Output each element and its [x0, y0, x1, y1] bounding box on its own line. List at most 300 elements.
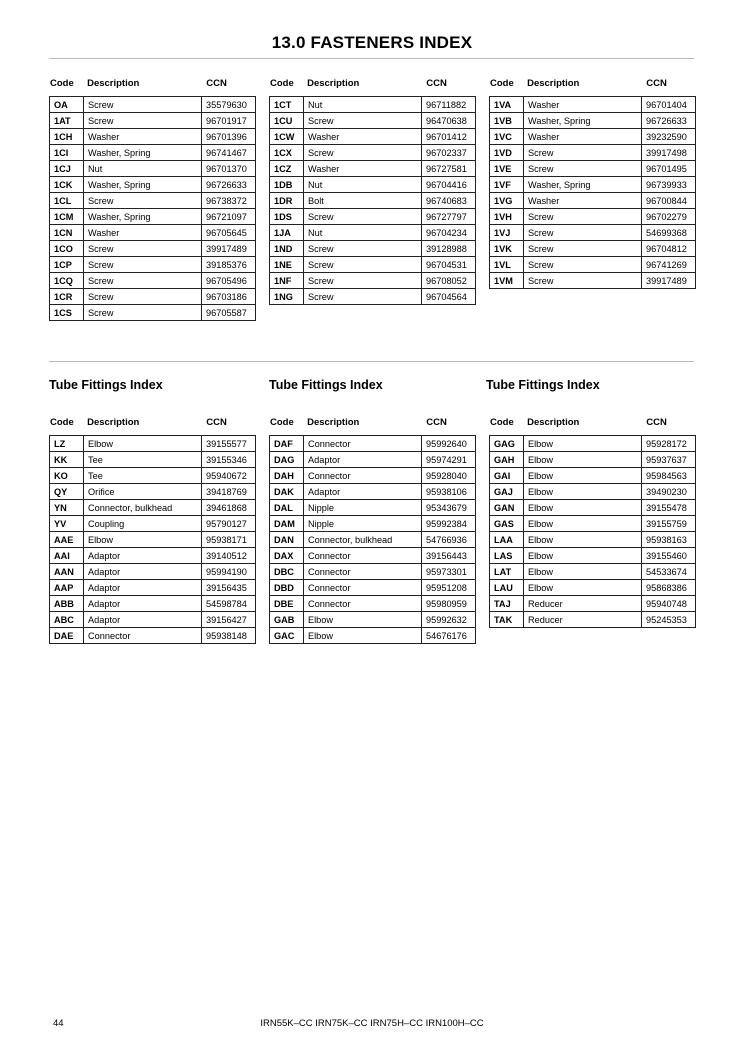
- description-cell: Tee: [84, 468, 202, 484]
- table-row: [270, 564, 476, 580]
- column-header: [269, 75, 475, 91]
- code-cell: 1VH: [490, 209, 524, 225]
- ccn-cell: 95992640: [422, 436, 476, 452]
- table-row: [270, 612, 476, 628]
- page-title: 13.0 FASTENERS INDEX: [271, 33, 473, 52]
- table-row: [50, 580, 256, 596]
- code-cell: 1CK: [50, 177, 84, 193]
- code-cell: 1CX: [270, 145, 304, 161]
- ccn-cell: 96704812: [642, 241, 696, 257]
- description-cell: Nut: [304, 177, 422, 193]
- table-row: [50, 516, 256, 532]
- code-cell: YN: [50, 500, 84, 516]
- ccn-cell: 96702337: [422, 145, 476, 161]
- code-cell: 1VE: [490, 161, 524, 177]
- description-cell: Screw: [304, 113, 422, 129]
- tube-fittings-title: Tube Fittings Index: [269, 378, 383, 392]
- code-cell: DBE: [270, 596, 304, 612]
- code-cell: 1CH: [50, 129, 84, 145]
- table-row: [50, 97, 256, 113]
- table-row: [50, 273, 256, 289]
- description-cell: Washer: [84, 225, 202, 241]
- ccn-cell: 95938163: [642, 532, 696, 548]
- section-rule: [49, 361, 694, 362]
- ccn-cell: 39156427: [202, 612, 256, 628]
- code-cell: 1CO: [50, 241, 84, 257]
- description-cell: Washer, Spring: [84, 145, 202, 161]
- ccn-cell: 95951208: [422, 580, 476, 596]
- code-cell: 1ND: [270, 241, 304, 257]
- code-cell: DAG: [270, 452, 304, 468]
- description-cell: Elbow: [524, 580, 642, 596]
- column-header: [49, 414, 255, 430]
- ccn-cell: 96726633: [642, 113, 696, 129]
- table-row: [50, 209, 256, 225]
- description-cell: Screw: [524, 145, 642, 161]
- code-cell: ABC: [50, 612, 84, 628]
- description-cell: Connector: [304, 468, 422, 484]
- code-cell: GAJ: [490, 484, 524, 500]
- ccn-cell: 39155478: [642, 500, 696, 516]
- ccn-cell: 96701412: [422, 129, 476, 145]
- code-cell: 1VD: [490, 145, 524, 161]
- table-row: [50, 241, 256, 257]
- description-cell: Washer: [524, 97, 642, 113]
- ccn-cell: 96711882: [422, 97, 476, 113]
- code-header: Code: [270, 77, 294, 89]
- table-row: [50, 113, 256, 129]
- ccn-cell: 95928040: [422, 468, 476, 484]
- ccn-cell: 95928172: [642, 436, 696, 452]
- description-cell: Screw: [524, 273, 642, 289]
- code-cell: 1VG: [490, 193, 524, 209]
- column-header: [269, 414, 475, 430]
- table-row: [270, 628, 476, 644]
- description-cell: Washer, Spring: [524, 113, 642, 129]
- table-row: [490, 516, 696, 532]
- table-row: [50, 129, 256, 145]
- table-row: [270, 97, 476, 113]
- description-cell: Screw: [84, 305, 202, 321]
- code-cell: LAT: [490, 564, 524, 580]
- code-cell: 1NF: [270, 273, 304, 289]
- description-cell: Adaptor: [84, 580, 202, 596]
- ccn-cell: 96703186: [202, 289, 256, 305]
- table-row: [270, 596, 476, 612]
- table-row: [490, 468, 696, 484]
- description-header: Description: [87, 416, 140, 428]
- table-row: [270, 257, 476, 273]
- code-cell: 1CT: [270, 97, 304, 113]
- code-header: Code: [490, 77, 514, 89]
- table-row: [490, 241, 696, 257]
- table-row: [50, 193, 256, 209]
- code-header: Code: [50, 416, 74, 428]
- ccn-cell: 39185376: [202, 257, 256, 273]
- table-row: [50, 548, 256, 564]
- description-cell: Reducer: [524, 612, 642, 628]
- ccn-cell: 96470638: [422, 113, 476, 129]
- ccn-cell: 96741467: [202, 145, 256, 161]
- description-cell: Adaptor: [304, 484, 422, 500]
- code-cell: ABB: [50, 596, 84, 612]
- description-cell: Bolt: [304, 193, 422, 209]
- description-cell: Elbow: [524, 564, 642, 580]
- column-header: [489, 75, 695, 91]
- description-cell: Elbow: [524, 516, 642, 532]
- description-cell: Screw: [304, 257, 422, 273]
- table-row: [490, 273, 696, 289]
- code-header: Code: [270, 416, 294, 428]
- description-cell: Nut: [304, 225, 422, 241]
- table-row: [490, 564, 696, 580]
- code-cell: GAB: [270, 612, 304, 628]
- description-cell: Nipple: [304, 516, 422, 532]
- description-cell: Connector: [304, 596, 422, 612]
- description-cell: Orifice: [84, 484, 202, 500]
- table-row: [490, 97, 696, 113]
- tube-fittings-column-3: [489, 414, 695, 628]
- code-cell: 1NG: [270, 289, 304, 305]
- description-cell: Screw: [84, 113, 202, 129]
- table-row: [50, 500, 256, 516]
- table-row: [490, 145, 696, 161]
- description-cell: Washer, Spring: [84, 209, 202, 225]
- description-cell: Washer: [84, 129, 202, 145]
- ccn-cell: 96701396: [202, 129, 256, 145]
- description-cell: Screw: [524, 209, 642, 225]
- table-row: [50, 452, 256, 468]
- tube-fittings-table: [489, 435, 696, 628]
- code-cell: 1VK: [490, 241, 524, 257]
- code-cell: 1AT: [50, 113, 84, 129]
- code-cell: 1VC: [490, 129, 524, 145]
- table-row: [490, 225, 696, 241]
- description-cell: Elbow: [524, 468, 642, 484]
- ccn-cell: 96701495: [642, 161, 696, 177]
- code-cell: DAK: [270, 484, 304, 500]
- ccn-cell: 95992632: [422, 612, 476, 628]
- table-row: [270, 532, 476, 548]
- ccn-cell: 96704564: [422, 289, 476, 305]
- description-cell: Elbow: [304, 612, 422, 628]
- table-row: [490, 452, 696, 468]
- ccn-cell: 39155460: [642, 548, 696, 564]
- table-row: [270, 484, 476, 500]
- table-row: [50, 628, 256, 644]
- description-cell: Elbow: [524, 484, 642, 500]
- code-cell: 1CR: [50, 289, 84, 305]
- table-row: [270, 273, 476, 289]
- code-cell: 1VF: [490, 177, 524, 193]
- ccn-cell: 96701917: [202, 113, 256, 129]
- code-cell: GAI: [490, 468, 524, 484]
- description-cell: Elbow: [524, 532, 642, 548]
- code-cell: KK: [50, 452, 84, 468]
- description-cell: Elbow: [304, 628, 422, 644]
- ccn-cell: 54533674: [642, 564, 696, 580]
- ccn-cell: 39156435: [202, 580, 256, 596]
- ccn-cell: 96705645: [202, 225, 256, 241]
- ccn-cell: 39140512: [202, 548, 256, 564]
- code-cell: 1VJ: [490, 225, 524, 241]
- table-row: [270, 516, 476, 532]
- table-row: [50, 145, 256, 161]
- description-cell: Elbow: [524, 500, 642, 516]
- table-row: [50, 305, 256, 321]
- code-cell: GAS: [490, 516, 524, 532]
- description-cell: Elbow: [524, 548, 642, 564]
- description-cell: Coupling: [84, 516, 202, 532]
- table-row: [270, 225, 476, 241]
- tube-fittings-title: Tube Fittings Index: [49, 378, 163, 392]
- fasteners-table: [269, 96, 476, 305]
- code-cell: 1CM: [50, 209, 84, 225]
- ccn-cell: 96700844: [642, 193, 696, 209]
- code-cell: DAL: [270, 500, 304, 516]
- ccn-cell: 96740683: [422, 193, 476, 209]
- table-row: [270, 580, 476, 596]
- code-cell: AAN: [50, 564, 84, 580]
- code-cell: 1CL: [50, 193, 84, 209]
- ccn-cell: 96705587: [202, 305, 256, 321]
- description-cell: Screw: [84, 273, 202, 289]
- ccn-cell: 39461868: [202, 500, 256, 516]
- ccn-cell: 54766936: [422, 532, 476, 548]
- ccn-cell: 95938171: [202, 532, 256, 548]
- ccn-cell: 95938106: [422, 484, 476, 500]
- code-cell: LZ: [50, 436, 84, 452]
- ccn-cell: 96702279: [642, 209, 696, 225]
- code-cell: 1CJ: [50, 161, 84, 177]
- code-cell: DAM: [270, 516, 304, 532]
- ccn-cell: 96727797: [422, 209, 476, 225]
- ccn-cell: 39155759: [642, 516, 696, 532]
- ccn-cell: 39917498: [642, 145, 696, 161]
- description-cell: Screw: [304, 209, 422, 225]
- table-row: [270, 548, 476, 564]
- ccn-cell: 39155577: [202, 436, 256, 452]
- ccn-cell: 95940672: [202, 468, 256, 484]
- table-row: [50, 225, 256, 241]
- table-row: [270, 209, 476, 225]
- ccn-cell: 95984563: [642, 468, 696, 484]
- table-row: [270, 452, 476, 468]
- ccn-cell: 95940748: [642, 596, 696, 612]
- code-cell: 1CW: [270, 129, 304, 145]
- description-cell: Elbow: [84, 436, 202, 452]
- code-cell: DBC: [270, 564, 304, 580]
- ccn-cell: 39917489: [642, 273, 696, 289]
- table-row: [50, 468, 256, 484]
- ccn-cell: 39418769: [202, 484, 256, 500]
- description-cell: Adaptor: [84, 548, 202, 564]
- table-row: [50, 161, 256, 177]
- code-cell: LAS: [490, 548, 524, 564]
- table-row: [490, 177, 696, 193]
- description-cell: Connector: [84, 628, 202, 644]
- ccn-cell: 39917489: [202, 241, 256, 257]
- description-cell: Washer, Spring: [524, 177, 642, 193]
- description-cell: Screw: [304, 241, 422, 257]
- code-cell: GAN: [490, 500, 524, 516]
- fasteners-column-3: [489, 75, 695, 289]
- code-cell: AAE: [50, 532, 84, 548]
- table-row: [270, 436, 476, 452]
- table-row: [270, 177, 476, 193]
- description-header: Description: [307, 416, 360, 428]
- code-cell: QY: [50, 484, 84, 500]
- fasteners-column-2: [269, 75, 475, 305]
- ccn-cell: 39155346: [202, 452, 256, 468]
- description-cell: Adaptor: [84, 564, 202, 580]
- tube-fittings-title: Tube Fittings Index: [486, 378, 600, 392]
- model-list: IRN55K–CC IRN75K–CC IRN75H–CC IRN100H–CC: [260, 1018, 484, 1029]
- description-cell: Adaptor: [84, 612, 202, 628]
- code-cell: DAX: [270, 548, 304, 564]
- code-cell: TAK: [490, 612, 524, 628]
- ccn-cell: 96705496: [202, 273, 256, 289]
- description-cell: Screw: [304, 145, 422, 161]
- description-cell: Washer, Spring: [84, 177, 202, 193]
- ccn-cell: 96738372: [202, 193, 256, 209]
- table-row: [50, 564, 256, 580]
- description-cell: Screw: [84, 193, 202, 209]
- ccn-cell: 95992384: [422, 516, 476, 532]
- ccn-header: CCN: [426, 77, 447, 89]
- ccn-cell: 95343679: [422, 500, 476, 516]
- table-row: [490, 209, 696, 225]
- code-header: Code: [490, 416, 514, 428]
- description-cell: Adaptor: [84, 596, 202, 612]
- code-cell: 1CQ: [50, 273, 84, 289]
- description-cell: Connector: [304, 564, 422, 580]
- table-row: [270, 145, 476, 161]
- code-cell: AAI: [50, 548, 84, 564]
- ccn-cell: 96727581: [422, 161, 476, 177]
- table-row: [490, 113, 696, 129]
- table-row: [50, 436, 256, 452]
- ccn-cell: 39490230: [642, 484, 696, 500]
- description-header: Description: [527, 77, 580, 89]
- ccn-cell: 95937637: [642, 452, 696, 468]
- code-cell: YV: [50, 516, 84, 532]
- ccn-cell: 39232590: [642, 129, 696, 145]
- description-cell: Connector, bulkhead: [304, 532, 422, 548]
- code-cell: AAP: [50, 580, 84, 596]
- description-cell: Screw: [524, 257, 642, 273]
- tube-fittings-table: [49, 435, 256, 644]
- ccn-header: CCN: [206, 77, 227, 89]
- ccn-cell: 95980959: [422, 596, 476, 612]
- table-row: [270, 289, 476, 305]
- ccn-cell: 95974291: [422, 452, 476, 468]
- code-cell: 1DS: [270, 209, 304, 225]
- code-cell: LAU: [490, 580, 524, 596]
- description-cell: Screw: [524, 241, 642, 257]
- page-number: 44: [53, 1018, 64, 1029]
- ccn-cell: 96701404: [642, 97, 696, 113]
- code-cell: 1VL: [490, 257, 524, 273]
- description-cell: Screw: [84, 257, 202, 273]
- tube-fittings-column-2: [269, 414, 475, 644]
- code-cell: 1CP: [50, 257, 84, 273]
- column-header: [49, 75, 255, 91]
- fasteners-column-1: [49, 75, 255, 321]
- ccn-header: CCN: [206, 416, 227, 428]
- description-cell: Connector: [304, 580, 422, 596]
- ccn-cell: 95994190: [202, 564, 256, 580]
- table-row: [50, 484, 256, 500]
- table-row: [490, 484, 696, 500]
- ccn-cell: 96701370: [202, 161, 256, 177]
- code-cell: 1NE: [270, 257, 304, 273]
- description-cell: Screw: [84, 241, 202, 257]
- description-cell: Connector, bulkhead: [84, 500, 202, 516]
- description-cell: Reducer: [524, 596, 642, 612]
- ccn-cell: 96741269: [642, 257, 696, 273]
- code-cell: GAC: [270, 628, 304, 644]
- code-cell: 1DB: [270, 177, 304, 193]
- ccn-cell: 95938148: [202, 628, 256, 644]
- code-cell: GAG: [490, 436, 524, 452]
- description-cell: Elbow: [524, 436, 642, 452]
- table-row: [270, 193, 476, 209]
- ccn-cell: 35579630: [202, 97, 256, 113]
- code-cell: KO: [50, 468, 84, 484]
- description-cell: Washer: [524, 129, 642, 145]
- table-row: [490, 580, 696, 596]
- description-cell: Screw: [524, 161, 642, 177]
- description-cell: Screw: [524, 225, 642, 241]
- table-row: [270, 500, 476, 516]
- code-cell: DBD: [270, 580, 304, 596]
- table-row: [50, 596, 256, 612]
- code-cell: GAH: [490, 452, 524, 468]
- ccn-cell: 54699368: [642, 225, 696, 241]
- fasteners-table: [49, 96, 256, 321]
- code-cell: 1VB: [490, 113, 524, 129]
- code-cell: OA: [50, 97, 84, 113]
- code-cell: 1JA: [270, 225, 304, 241]
- code-cell: 1CU: [270, 113, 304, 129]
- ccn-cell: 95790127: [202, 516, 256, 532]
- code-cell: 1DR: [270, 193, 304, 209]
- ccn-cell: 54676176: [422, 628, 476, 644]
- ccn-cell: 95245353: [642, 612, 696, 628]
- ccn-cell: 96739933: [642, 177, 696, 193]
- code-cell: DAF: [270, 436, 304, 452]
- description-cell: Elbow: [84, 532, 202, 548]
- code-cell: DAE: [50, 628, 84, 644]
- description-cell: Nut: [84, 161, 202, 177]
- table-row: [50, 612, 256, 628]
- ccn-header: CCN: [426, 416, 447, 428]
- table-row: [270, 161, 476, 177]
- ccn-cell: 39156443: [422, 548, 476, 564]
- code-cell: 1VA: [490, 97, 524, 113]
- description-cell: Nut: [304, 97, 422, 113]
- ccn-header: CCN: [646, 77, 667, 89]
- table-row: [50, 177, 256, 193]
- table-row: [490, 596, 696, 612]
- table-row: [490, 193, 696, 209]
- table-row: [490, 612, 696, 628]
- code-cell: TAJ: [490, 596, 524, 612]
- ccn-cell: 95868386: [642, 580, 696, 596]
- tube-fittings-column-1: [49, 414, 255, 644]
- code-cell: 1CZ: [270, 161, 304, 177]
